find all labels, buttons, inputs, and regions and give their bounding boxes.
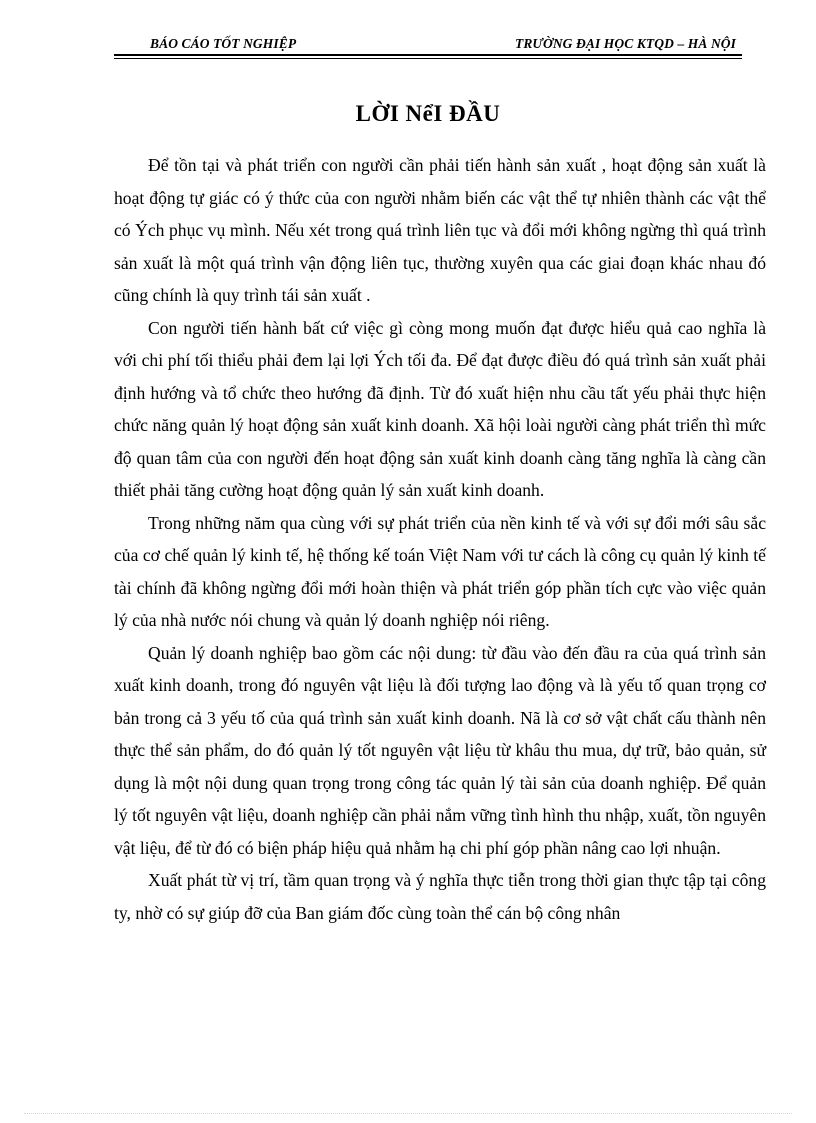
paragraph-1: Để tồn tại và phát triển con người cần phải tiến hành sản xuất , hoạt động sản xuất là hoạt động tự giác có ý thức của con người nhằm biến các vật thể tự nhiên thành các vật thể có Ých phục vụ mình. Nếu xét trong quá trình liên tục và đổi mới không ngừng thì quá trình sản xuất là một quá trình vận động liên tục, thường xuyên qua các giai đoạn khác nhau đó cũng chính là quy trình tái sản xuất . xyxy=(114,155,766,305)
paragraph-2: Con người tiến hành bất cứ việc gì còng mong muốn đạt được hiểu quả cao nghĩa là với chi phí tối thiểu phải đem lại lợi Ých tối đa. Để đạt được điều đó quá trình sản xuất phải định hướng và tổ chức theo hướng đã định. Từ đó xuất hiện nhu cầu tất yếu phải thực hiện chức năng quản lý hoạt động sản xuất kinh doanh. Xã hội loài người càng phát triển thì mức độ quan tâm của con người đến hoạt động sản xuất kinh doanh càng tăng nghĩa là càng cần thiết phải tăng cường hoạt động quản lý sản xuất kinh doanh. xyxy=(114,317,766,500)
paragraph-4: Quản lý doanh nghiệp bao gồm các nội dung: từ đầu vào đến đầu ra của quá trình sản xuất kinh doanh, trong đó nguyên vật liệu là đối tượng lao động và là yếu tố quan trọng cơ bản trong cả 3 yếu tố của quá trình sản xuất kinh doanh. Nã là cơ sở vật chất cấu thành nên thực thể sản phẩm, do đó quản lý tốt nguyên vật liệu từ khâu thu mua, dự trữ, bảo quản, sử dụng là một nội dung quan trọng trong công tác quản lý tài sản của doanh nghiệp. Để quản lý tốt nguyên vật liệu, doanh nghiệp cần phải nắm vững tình hình thu nhập, xuất, tồn nguyên vật liệu, để từ đó có biện pháp hiệu quả nhằm hạ chi phí góp phần nâng cao lợi nhuận. xyxy=(114,642,766,858)
page-header xyxy=(114,34,742,56)
header-report-title: BÁO CÁO TỐT NGHIỆP xyxy=(150,36,297,51)
header-university-name: TRƯỜNG ĐẠI HỌC KTQD – HÀ NỘI xyxy=(514,36,736,51)
page-title: LỜI NểI ĐẦU xyxy=(355,101,501,126)
page-bottom-border xyxy=(24,1113,792,1114)
document-body xyxy=(114,149,766,929)
paragraph-5: Xuất phát từ vị trí, tầm quan trọng và ý nghĩa thực tiễn trong thời gian thực tập tại công ty, nhờ có sự giúp đỡ của Ban giám đốc cùng toàn thể cán bộ công nhân xyxy=(114,870,766,923)
paragraph-3: Trong những năm qua cùng với sự phát triển của nền kinh tế và với sự đổi mới sâu sắc của cơ chế quản lý kinh tế, hệ thống kế toán Việt Nam với tư cách là công cụ quản lý kinh tế tài chính đã không ngừng đổi mới hoàn thiện và phát triển góp phần tích cực vào việc quản lý của nhà nước nói chung và quản lý doanh nghiệp nói riêng. xyxy=(114,512,766,630)
header-rule-thin xyxy=(114,58,742,59)
header-rule-thick xyxy=(114,54,742,56)
